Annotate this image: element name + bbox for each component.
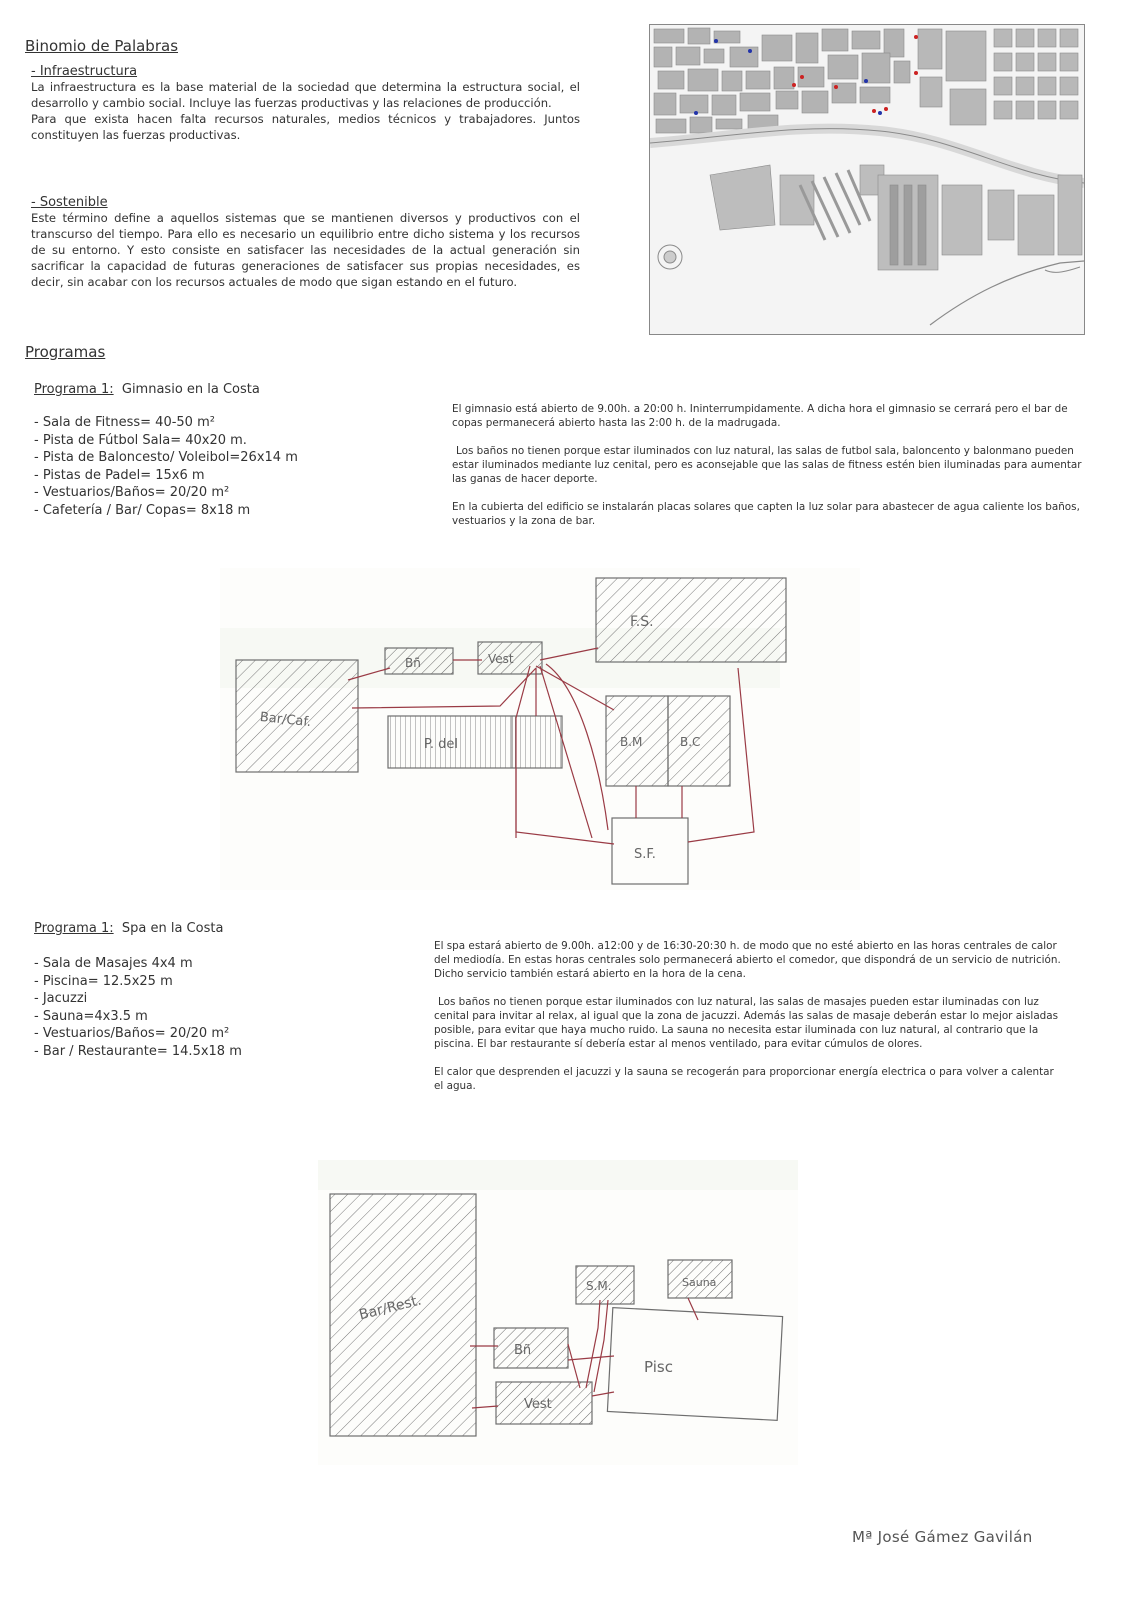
- gym-note-1: El gimnasio está abierto de 9.00h. a 20:00 h. Ininterrumpidamente. A dicha hora el gimnasio se cerrará pero el bar de copas permanecerá abierto hasta las 2:00 h. de la madrugada.: [452, 403, 1068, 429]
- list-item: - Cafetería / Bar/ Copas= 8x18 m: [34, 502, 251, 518]
- gym-bc-label: B.C: [680, 735, 701, 749]
- gym-bar-label: Bar/Caf.: [259, 709, 312, 731]
- list-item: - Pista de Fútbol Sala= 40x20 m.: [34, 432, 247, 448]
- gym-notes: [452, 402, 1084, 542]
- spa-note-3: El calor que desprenden el jacuzzi y la sauna se recogerán para proporcionar energía electrica o para volver a calentar el agua.: [434, 1066, 1054, 1092]
- gym-bn-label: Bñ: [405, 656, 421, 670]
- spa-note-1: El spa estará abierto de 9.00h. a12:00 y de 16:30-20:30 h. de modo que no esté abierto en las horas centrales de calor del mediodía. En estas horas centrales solo permanecerá abierto el comedor, que dispondrá de un servicio de nutrición. Dicho servicio también estará abierto en la hora de la cena.: [434, 940, 1061, 980]
- gym-fs-room: [596, 578, 786, 662]
- spa-program-heading: [34, 921, 223, 936]
- spa-program-name: Spa en la Costa: [121, 921, 224, 936]
- spa-program-label: Programa 1:: [34, 921, 114, 936]
- list-item: - Pistas de Padel= 15x6 m: [34, 467, 205, 483]
- spa-note-2: Los baños no tienen porque estar iluminados con luz natural, las salas de masajes pueden estar iluminadas con luz cenital para invitar al relax, al igual que la zona de jacuzzi. Además las salas de masaje deberán estar lo mejor aisladas posible, para evitar que haya mucho ruido. La sauna no necesita estar iluminada con luz natural, al contrario que la piscina. El bar restaurante sí debería estar al menos ventilado, para evitar cúmulos de olores.: [434, 996, 1059, 1050]
- list-item: - Piscina= 12.5x25 m: [34, 973, 173, 989]
- gym-program-list: [34, 414, 298, 519]
- gym-padel-room: [388, 716, 562, 768]
- gym-vest-label: Vest: [488, 652, 514, 666]
- section-title-binomio: Binomio de Palabras: [25, 37, 179, 55]
- spa-sketch: [318, 1160, 798, 1465]
- infraestructura-text-1: La infraestructura es la base material de la sociedad que determina la estructura social, el desarrollo y cambio social. Incluye las fuerzas productivas y las relaciones de producción.: [31, 80, 580, 110]
- gym-program-heading: [34, 382, 260, 397]
- infraestructura-text-2: Para que exista hacen falta recursos naturales, medios técnicos y trabajadores. Juntos constituyen las fuerzas productivas.: [31, 112, 580, 142]
- infraestructura-block: [31, 64, 580, 143]
- gym-program-name: Gimnasio en la Costa: [121, 382, 260, 397]
- spa-bn-label: Bñ: [514, 1343, 532, 1358]
- city-map-drawing: [650, 25, 1084, 334]
- gym-padel-label: P. del: [424, 737, 458, 752]
- list-item: - Sala de Masajes 4x4 m: [34, 956, 193, 971]
- gym-note-3: En la cubierta del edificio se instalarán placas solares que capten la luz solar para abastecer de agua caliente los baños, vestuarios y la zona de bar.: [452, 501, 1080, 527]
- spa-notes: [434, 939, 1062, 1107]
- gym-sf-label: S.F.: [634, 847, 656, 862]
- list-item: - Bar / Restaurante= 14.5x18 m: [34, 1043, 242, 1059]
- gym-bm-label: B.M: [620, 735, 643, 749]
- gym-fs-label: F.S.: [630, 614, 654, 630]
- spa-sauna-label: Sauna: [682, 1276, 717, 1289]
- spa-pisc-room: [607, 1308, 782, 1421]
- list-item: - Vestuarios/Baños= 20/20 m²: [34, 1026, 230, 1041]
- author-signature: Mª José Gámez Gavilán: [852, 1528, 1033, 1546]
- gym-note-2: Los baños no tienen porque estar iluminados con luz natural, las salas de futbol sala, baloncento y balonmano pueden estar iluminados mediante luz cenital, pero es aconsejable que las salas de fitness estén bien iluminadas para aumentar las ganas de hacer deporte.: [452, 445, 1082, 485]
- spa-program-list: [34, 955, 242, 1060]
- sostenible-text: Este término define a aquellos sistemas que se mantienen diversos y productivos con el transcurso del tiempo. Para ello es necesario un equilibrio entre dicho sistema y los recursos de su entorno. Y esto consiste en satisfacer las necesidades de la actual generación sin sacrificar la capacidad de futuras generaciones de satisfacer sus propias necesidades, es decir, sin acabar con los recursos actuales de modo que sigan estando en el futuro.: [31, 211, 580, 289]
- spa-sm-label: S.M.: [586, 1279, 612, 1293]
- spa-pisc-label: Pisc: [644, 1358, 673, 1376]
- sostenible-block: [31, 195, 580, 290]
- list-item: - Sala de Fitness= 40-50 m²: [34, 415, 215, 430]
- section-title-programas: Programas: [25, 343, 106, 361]
- list-item: - Vestuarios/Baños= 20/20 m²: [34, 485, 230, 500]
- list-item: - Sauna=4x3.5 m: [34, 1008, 148, 1024]
- infraestructura-heading: - Infraestructura: [31, 64, 138, 79]
- spa-bar-label: Bar/Rest.: [357, 1292, 424, 1324]
- gym-sketch: [220, 568, 860, 890]
- sostenible-heading: - Sostenible: [31, 195, 108, 210]
- spa-vest-label: Vest: [524, 1397, 552, 1412]
- city-map: [649, 24, 1085, 335]
- spa-bar-room: [330, 1194, 476, 1436]
- gym-program-label: Programa 1:: [34, 382, 114, 397]
- list-item: - Jacuzzi: [34, 991, 88, 1006]
- list-item: - Pista de Baloncesto/ Voleibol=26x14 m: [34, 450, 298, 465]
